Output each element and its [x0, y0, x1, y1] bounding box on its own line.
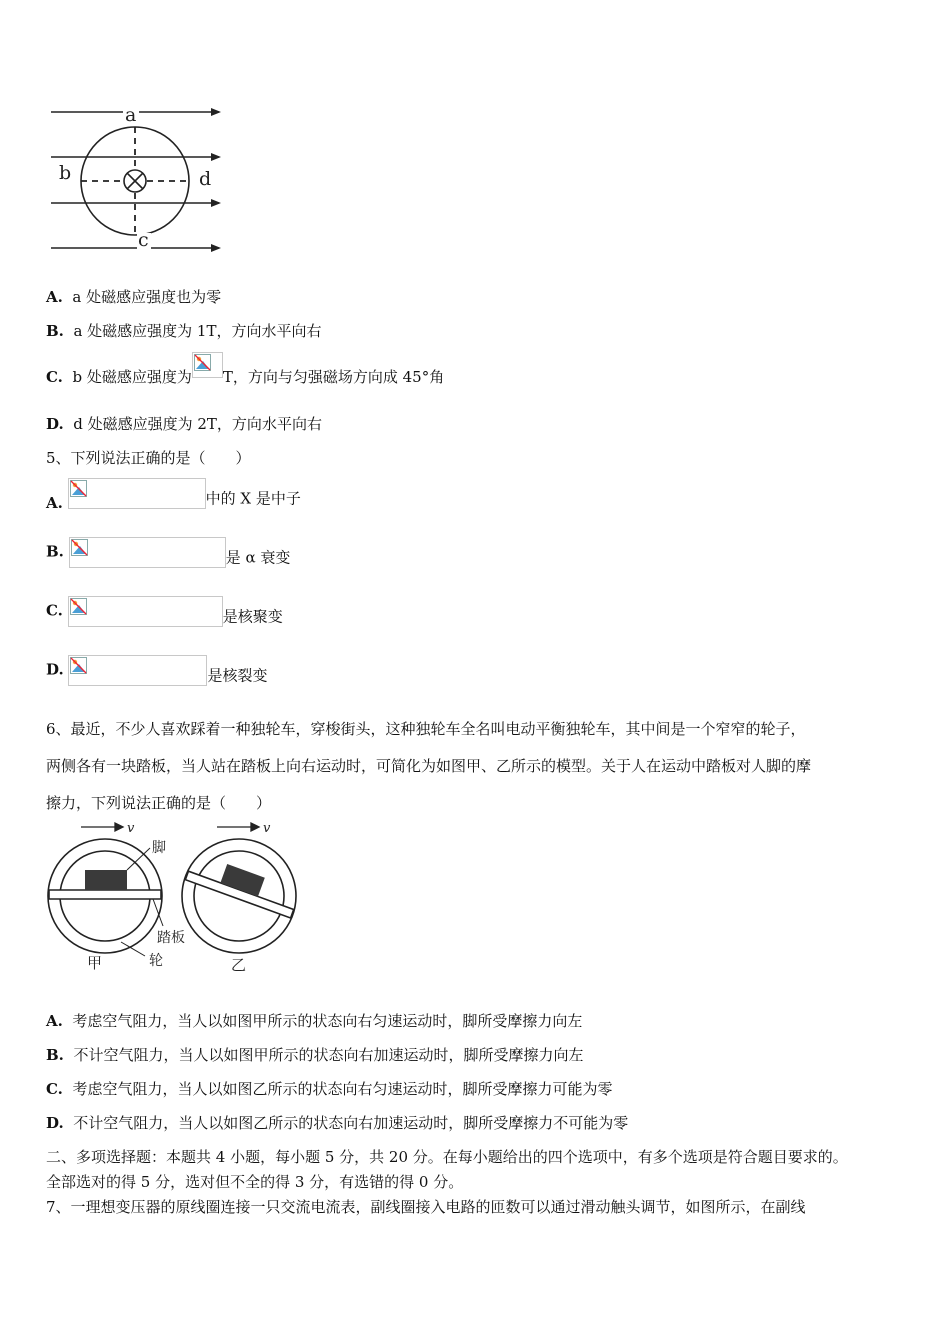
q7-stem-line-1: 7、一理想变压器的原线圈连接一只交流电流表，副线圈接入电路的匝数可以通过滑动触头调节，如图所示，在副线 — [46, 1198, 806, 1216]
equation-image-placeholder — [68, 655, 207, 686]
q6-stem-line-1: 6、最近，不少人喜欢踩着一种独轮车，穿梭街头，这种独轮车全名叫电动平衡独轮车，其中间是一个窄窄的轮子， — [46, 720, 806, 738]
equation-image-placeholder — [68, 596, 223, 627]
q5-option-d: D. 是核裂变 — [46, 655, 268, 686]
label-d: d — [199, 168, 212, 190]
unicycle-figure — [45, 818, 305, 980]
q5-option-a: A. 中的 X 是中子 — [46, 478, 301, 509]
q6-stem-line-2: 两侧各有一块踏板，当人站在踏板上向右运动时，可简化为如图甲、乙所示的模型。关于人在运动中踏板对人脚的摩 — [46, 757, 812, 775]
q6-option-c: C. 考虑空气阻力，当人以如图乙所示的状态向右匀速运动时，脚所受摩擦力可能为零 — [46, 1080, 613, 1098]
equation-image-placeholder — [69, 537, 226, 568]
broken-image-icon — [194, 354, 211, 371]
label-c: c — [138, 229, 149, 251]
label-a: a — [125, 105, 137, 126]
velocity-label-left: v — [127, 821, 135, 836]
q6-option-a: A. 考虑空气阻力，当人以如图甲所示的状态向右匀速运动时，脚所受摩擦力向左 — [46, 1012, 583, 1030]
broken-image-icon — [71, 539, 88, 556]
broken-image-icon — [70, 657, 87, 674]
q6-option-b: B. 不计空气阻力，当人以如图甲所示的状态向右加速运动时，脚所受摩擦力向左 — [46, 1046, 584, 1064]
q5-stem: 5、下列说法正确的是（ ） — [46, 449, 251, 467]
broken-image-icon — [70, 480, 87, 497]
q4-option-c: C. b 处磁感应强度为 T，方向与匀强磁场方向成 45°角 — [46, 352, 444, 399]
magnetic-field-figure — [45, 105, 230, 255]
q4-option-b: B. a 处磁感应强度为 1T，方向水平向右 — [46, 322, 322, 340]
section2-heading-line-1: 二、多项选择题：本题共 4 小题，每小题 5 分，共 20 分。在每小题给出的四个选项中，有多个选项是符合题目要求的。 — [46, 1148, 848, 1166]
section2-heading-line-2: 全部选对的得 5 分，选对但不全的得 3 分，有选错的得 0 分。 — [46, 1173, 464, 1191]
pedal-label: 踏板 — [157, 930, 185, 946]
q6-option-d: D. 不计空气阻力，当人以如图乙所示的状态向右加速运动时，脚所受摩擦力不可能为零 — [46, 1114, 629, 1132]
wheel-label: 轮 — [149, 953, 163, 969]
equation-image-placeholder — [68, 478, 206, 509]
q4-option-a: A. a 处磁感应强度也为零 — [46, 288, 222, 306]
q5-option-b: B. 是 α 衰变 — [46, 537, 290, 568]
q6-stem-line-3: 擦力，下列说法正确的是（ ） — [46, 794, 272, 812]
foot-left — [85, 870, 127, 890]
q5-option-c: C. 是核聚变 — [46, 596, 283, 627]
caption-right: 乙 — [231, 956, 247, 974]
velocity-label-right: v — [263, 821, 271, 836]
formula-image-placeholder — [192, 352, 223, 378]
wheel-left — [48, 839, 162, 953]
foot-label: 脚 — [152, 840, 166, 856]
broken-image-icon — [70, 598, 87, 615]
q4-option-d: D. d 处磁感应强度为 2T，方向水平向右 — [46, 415, 322, 433]
caption-left: 甲 — [87, 954, 103, 972]
label-b: b — [59, 162, 72, 184]
